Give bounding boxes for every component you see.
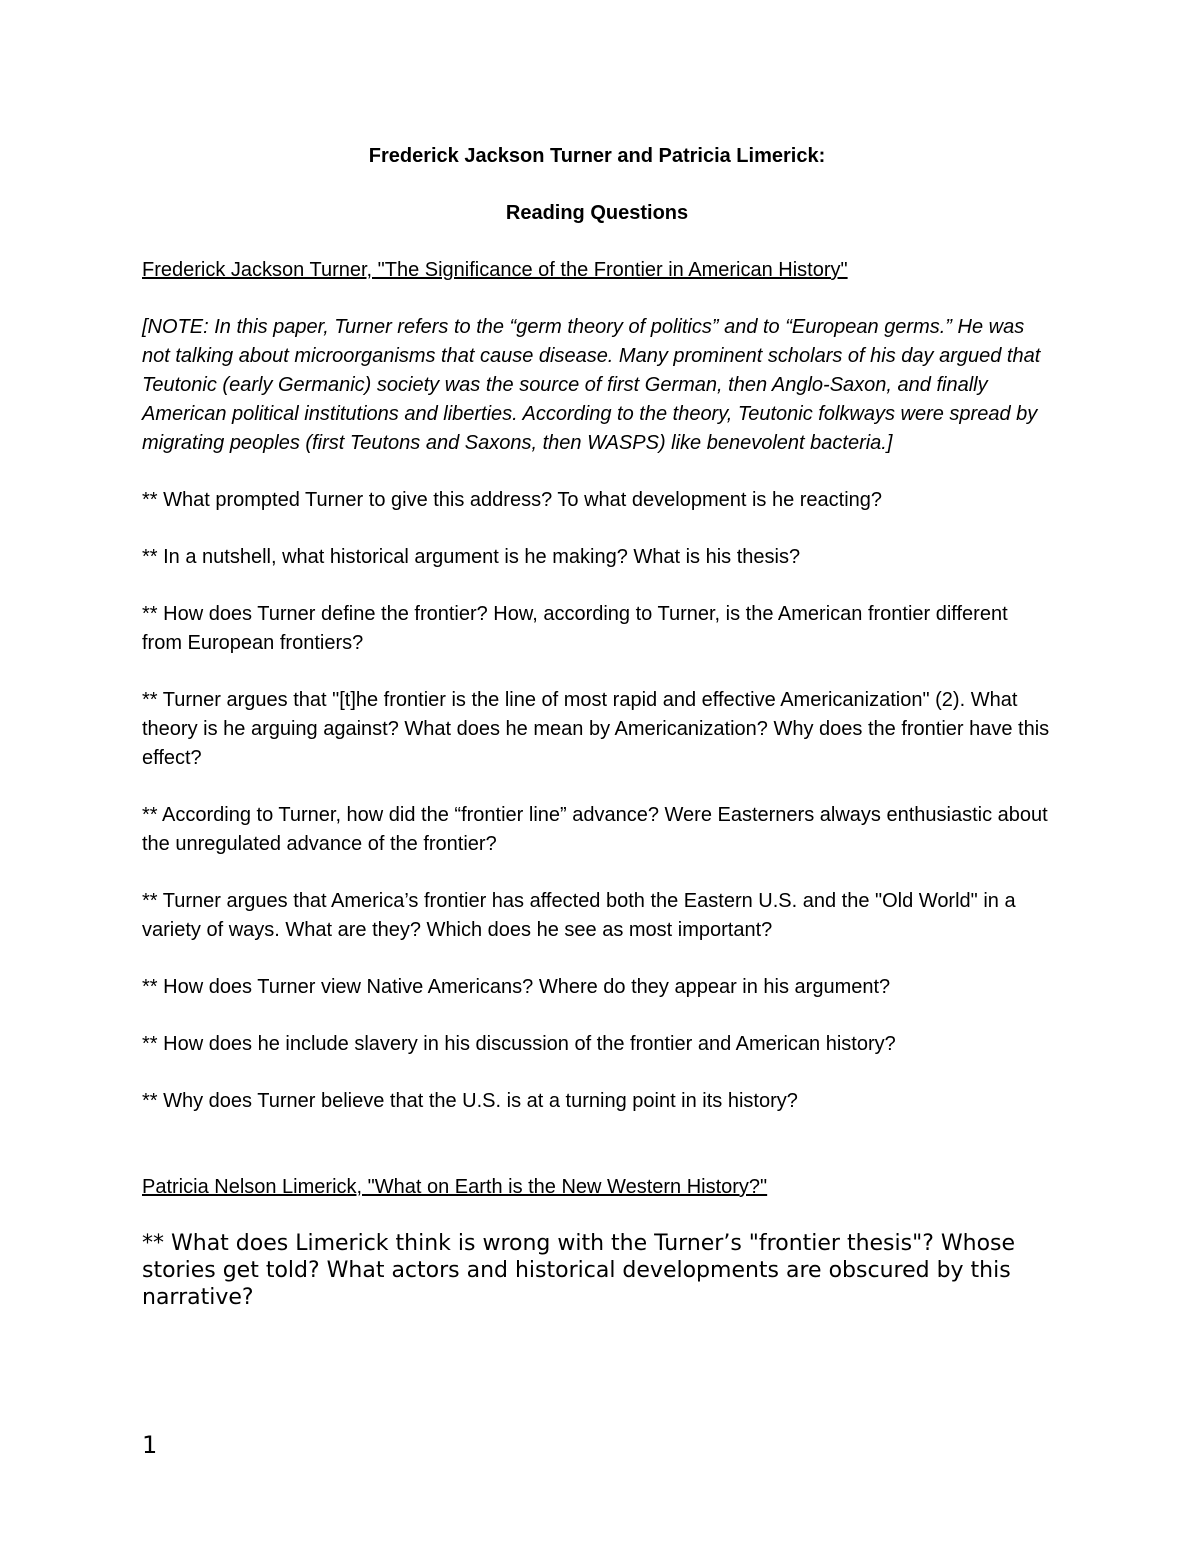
note-paragraph: [NOTE: In this paper, Turner refers to the “germ theory of politics” and to “European germs.” He was not talking about microorganisms that cause disease. Many prominent scholars of his day argued that Teutonic (early Germanic) society was the source of first German, then Anglo-Saxon, and finally American political institutions and liberties. According to the theory, Teutonic folkways were spread by migrating peoples (first Teutons and Saxons, then WASPS) like benevolent bacteria.] bbox=[142, 316, 1041, 454]
question-9: ** Why does Turner believe that the U.S. is at a turning point in its history? bbox=[142, 1090, 798, 1112]
question-2: ** In a nutshell, what historical argument is he making? What is his thesis? bbox=[142, 546, 801, 568]
document-subtitle: Reading Questions bbox=[505, 202, 689, 224]
question-limerick: ** What does Limerick think is wrong with the Turner’s "frontier thesis"? Whose stories get told? What actors and historical developments are obscured by this narrative? bbox=[142, 1231, 1016, 1310]
question-4: ** Turner argues that "[t]he frontier is the line of most rapid and effective Americanization" (2). What theory is he arguing against? What does he mean by Americanization? Why does the frontier have this effect? bbox=[142, 689, 1050, 769]
question-1: ** What prompted Turner to give this address? To what development is he reacting? bbox=[142, 489, 883, 511]
question-8: ** How does he include slavery in his discussion of the frontier and American history? bbox=[142, 1033, 896, 1055]
question-6: ** Turner argues that America’s frontier has affected both the Eastern U.S. and the "Old World" in a variety of ways. What are they? Which does he see as most important? bbox=[142, 890, 1016, 941]
section-heading-turner: Frederick Jackson Turner, "The Significance of the Frontier in American History" bbox=[142, 259, 848, 281]
page-number: 1 bbox=[142, 1431, 158, 1459]
question-7: ** How does Turner view Native Americans? Where do they appear in his argument? bbox=[142, 976, 891, 998]
document-title: Frederick Jackson Turner and Patricia Limerick: bbox=[368, 145, 826, 167]
question-3: ** How does Turner define the frontier? How, according to Turner, is the American frontier different from European frontiers? bbox=[142, 603, 1008, 654]
section-heading-limerick: Patricia Nelson Limerick, "What on Earth is the New Western History?" bbox=[142, 1176, 768, 1198]
question-5: ** According to Turner, how did the “frontier line” advance? Were Easterners always enthusiastic about the unregulated advance of the frontier? bbox=[142, 804, 1048, 855]
